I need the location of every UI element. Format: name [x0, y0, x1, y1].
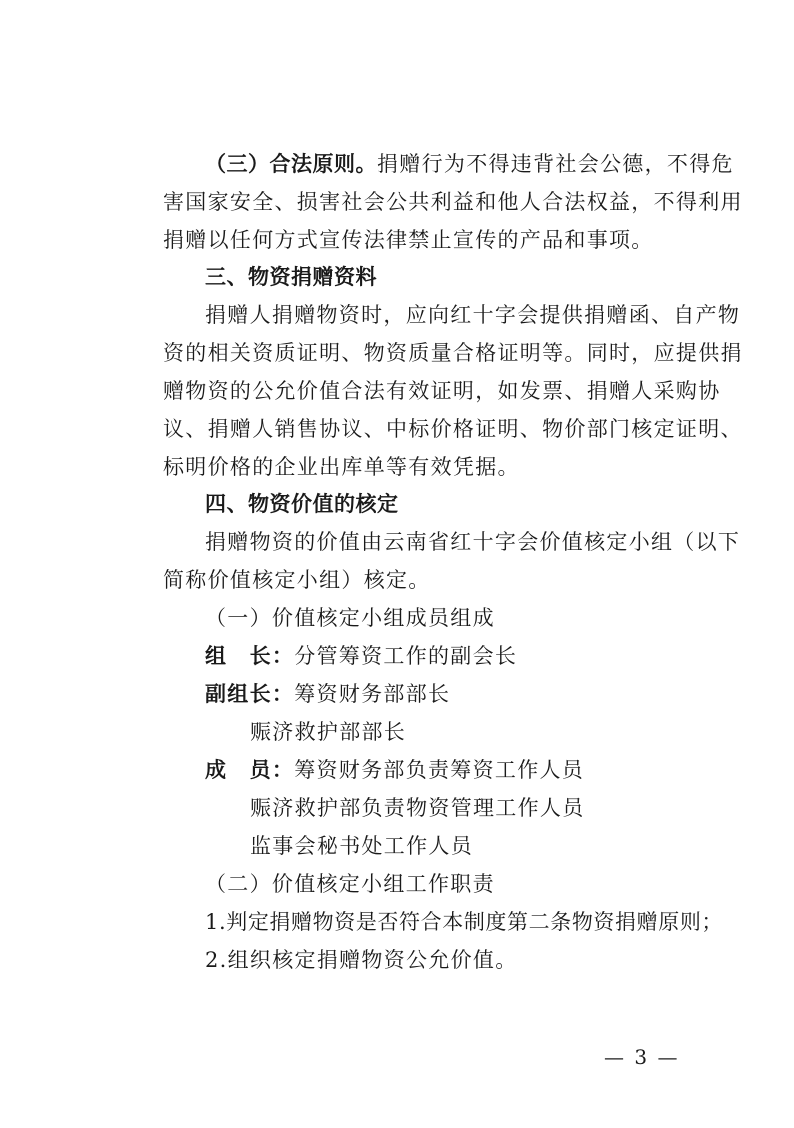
- para3-line-4: 议、捐赠人销售协议、中标价格证明、物价部门核定证明、: [163, 417, 743, 441]
- leader-value: 分管筹资工作的副会长: [294, 644, 518, 668]
- heading-section-4: 四、物资价值的核定: [205, 492, 399, 516]
- member-row-deputy: [205, 680, 725, 708]
- member-row-members: [205, 756, 725, 784]
- para4-line-1: 捐赠物资的价值由云南省红十字会价值核定小组（以下: [205, 530, 741, 554]
- member-value-1: 筹资财务部负责筹资工作人员: [294, 758, 585, 782]
- para3-line-1: 捐赠人捐赠物资时，应向红十字会提供捐赠函、自产物: [205, 303, 741, 327]
- subheading-1: （一）价值核定小组成员组成: [205, 606, 495, 630]
- para3-line-5: 标明价格的企业出库单等有效凭据。: [163, 455, 520, 479]
- principle-line-2: 害国家安全、损害社会公共利益和他人合法权益，不得利用: [163, 190, 743, 214]
- member-row-leader: [205, 642, 725, 670]
- duty-item-2: 2.组织核定捐赠物资公允价值。: [205, 948, 518, 972]
- member-label: 成 员：: [205, 758, 295, 782]
- page-number: — 3 —: [604, 1045, 680, 1069]
- heading-section-3: 三、物资捐赠资料: [205, 265, 377, 289]
- leader-label: 组 长：: [205, 644, 295, 668]
- principle-lead: （三）合法原则。: [205, 152, 377, 176]
- member-value-3: 监事会秘书处工作人员: [250, 834, 473, 858]
- deputy-value-2: 赈济救护部部长: [250, 720, 407, 744]
- para3-line-3: 赠物资的公允价值合法有效证明，如发票、捐赠人采购协: [163, 379, 721, 403]
- principle-text-1: 捐赠行为不得违背社会公德，不得危: [377, 152, 734, 176]
- deputy-value-1: 筹资财务部部长: [294, 682, 451, 706]
- para4-line-2: 简称价值核定小组）核定。: [163, 568, 431, 592]
- duty-item-1: 1.判定捐赠物资是否符合本制度第二条物资捐赠原则；: [205, 910, 724, 934]
- principle-line-3: 捐赠以任何方式宣传法律禁止宣传的产品和事项。: [163, 228, 654, 252]
- member-value-2: 赈济救护部负责物资管理工作人员: [250, 796, 585, 820]
- subheading-2: （二）价值核定小组工作职责: [205, 872, 495, 896]
- principle-line-1: [205, 150, 734, 178]
- deputy-label: 副组长：: [205, 682, 295, 706]
- para3-line-2: 资的相关资质证明、物资质量合格证明等。同时，应提供捐: [163, 341, 743, 365]
